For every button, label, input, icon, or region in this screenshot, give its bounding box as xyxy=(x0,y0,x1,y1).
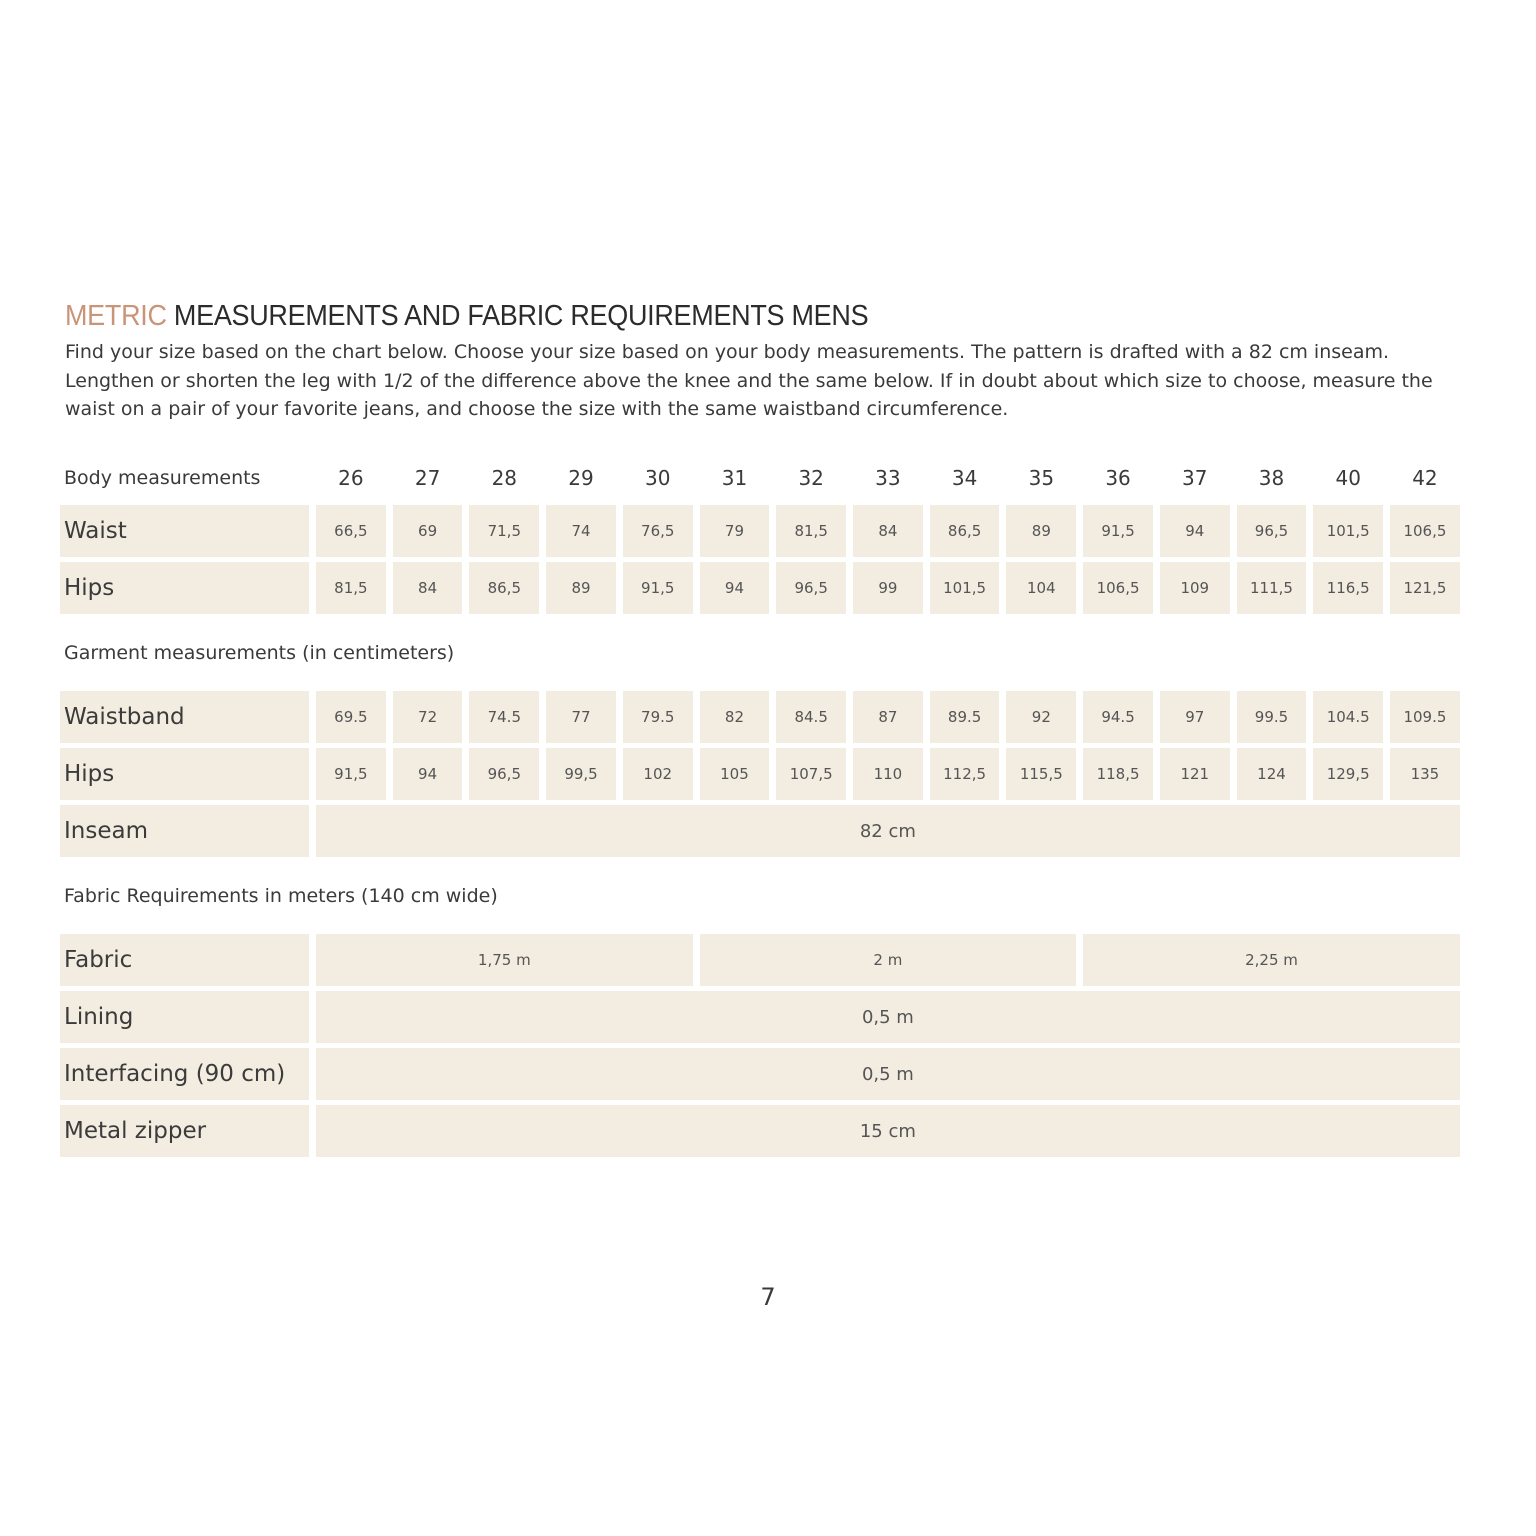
hips-cell: 109 xyxy=(1160,562,1230,614)
hips-cell: 106,5 xyxy=(1083,562,1153,614)
hips-cell: 116,5 xyxy=(1313,562,1383,614)
waistband-cell: 82 xyxy=(700,691,770,743)
waistband-cell: 99.5 xyxy=(1237,691,1307,743)
size-header: 37 xyxy=(1182,465,1208,490)
hips-cell: 104 xyxy=(1006,562,1076,614)
waist-cell: 91,5 xyxy=(1083,505,1153,557)
hips-cell: 86,5 xyxy=(469,562,539,614)
hips-cell: 99 xyxy=(853,562,923,614)
hips-cell: 89 xyxy=(546,562,616,614)
waistband-cell: 77 xyxy=(546,691,616,743)
page-number: 7 xyxy=(760,1283,776,1311)
hips-cell: 121,5 xyxy=(1390,562,1460,614)
waistband-cell: 87 xyxy=(853,691,923,743)
garment-hips-cell: 110 xyxy=(853,748,923,800)
lining-label: Lining xyxy=(60,991,309,1043)
zipper-label: Metal zipper xyxy=(60,1105,309,1157)
size-header: 28 xyxy=(491,465,518,490)
garment-hips-cell: 124 xyxy=(1237,748,1307,800)
size-header: 35 xyxy=(1028,465,1055,490)
size-chart-table xyxy=(60,455,1460,1157)
waistband-cell: 104.5 xyxy=(1313,691,1383,743)
title-accent: METRIC xyxy=(65,300,167,332)
waist-cell: 79 xyxy=(700,505,770,557)
waistband-label: Waistband xyxy=(60,691,309,743)
hips-cell: 84 xyxy=(393,562,463,614)
waistband-cell: 84.5 xyxy=(776,691,846,743)
fabric-value-medium: 2 m xyxy=(700,934,1077,986)
waist-cell: 66,5 xyxy=(316,505,386,557)
waistband-cell: 89.5 xyxy=(930,691,1000,743)
fabric-value-small: 1,75 m xyxy=(316,934,693,986)
fabric-section-label: Fabric Requirements in meters (140 cm wide) xyxy=(64,884,498,907)
garment-hips-cell: 99,5 xyxy=(546,748,616,800)
waistband-cell: 97 xyxy=(1160,691,1230,743)
waistband-cell: 92 xyxy=(1006,691,1076,743)
interfacing-label: Interfacing (90 cm) xyxy=(60,1048,309,1100)
size-header: 38 xyxy=(1258,465,1285,490)
zipper-value: 15 cm xyxy=(316,1105,1460,1157)
size-header: 29 xyxy=(568,465,594,490)
waist-cell: 96,5 xyxy=(1237,505,1307,557)
size-header: 42 xyxy=(1412,465,1438,490)
garment-hips-cell: 91,5 xyxy=(316,748,386,800)
waist-cell: 84 xyxy=(853,505,923,557)
garment-hips-cell: 115,5 xyxy=(1006,748,1076,800)
body-measurements-header: Body measurements xyxy=(64,466,261,489)
waist-label: Waist xyxy=(60,505,309,557)
garment-hips-cell: 135 xyxy=(1390,748,1460,800)
waist-cell: 71,5 xyxy=(469,505,539,557)
garment-hips-cell: 94 xyxy=(393,748,463,800)
size-header: 40 xyxy=(1335,465,1361,490)
title-rest: MEASUREMENTS AND FABRIC REQUIREMENTS MENS xyxy=(166,300,869,332)
size-header: 30 xyxy=(645,465,671,490)
inseam-label: Inseam xyxy=(60,805,309,857)
inseam-value: 82 cm xyxy=(316,805,1460,857)
hips-label: Hips xyxy=(60,562,309,614)
waistband-cell: 72 xyxy=(393,691,463,743)
waist-cell: 94 xyxy=(1160,505,1230,557)
hips-cell: 91,5 xyxy=(623,562,693,614)
size-header: 34 xyxy=(951,465,978,490)
waist-cell: 86,5 xyxy=(930,505,1000,557)
waist-cell: 81,5 xyxy=(776,505,846,557)
waistband-cell: 94.5 xyxy=(1083,691,1153,743)
waistband-cell: 79.5 xyxy=(623,691,693,743)
lining-value: 0,5 m xyxy=(316,991,1460,1043)
waist-cell: 106,5 xyxy=(1390,505,1460,557)
garment-hips-cell: 105 xyxy=(700,748,770,800)
waist-cell: 101,5 xyxy=(1313,505,1383,557)
garment-hips-cell: 96,5 xyxy=(469,748,539,800)
size-header: 36 xyxy=(1105,465,1131,490)
garment-hips-cell: 102 xyxy=(623,748,693,800)
garment-section-label: Garment measurements (in centimeters) xyxy=(64,641,455,664)
size-header: 31 xyxy=(721,465,748,490)
hips-cell: 81,5 xyxy=(316,562,386,614)
hips-cell: 94 xyxy=(700,562,770,614)
waist-cell: 69 xyxy=(393,505,463,557)
size-header: 27 xyxy=(414,465,441,490)
waistband-cell: 74.5 xyxy=(469,691,539,743)
waist-cell: 76,5 xyxy=(623,505,693,557)
waist-cell: 89 xyxy=(1006,505,1076,557)
fabric-value-large: 2,25 m xyxy=(1083,934,1460,986)
hips-cell: 101,5 xyxy=(930,562,1000,614)
hips-cell: 96,5 xyxy=(776,562,846,614)
intro-paragraph: Find your size based on the chart below. Choose your size based on your body measurements. The pattern is drafted with a 82 cm inseam. Lengthen or shorten the leg with 1/2 of the difference above the knee and the same below. If in doubt about which size to choose, measure the waist on a pair of your favorite jeans, and choose the size with the same waistband circumference. xyxy=(65,341,1433,420)
garment-hips-cell: 129,5 xyxy=(1313,748,1383,800)
garment-hips-label: Hips xyxy=(60,748,309,800)
waistband-cell: 69.5 xyxy=(316,691,386,743)
hips-cell: 111,5 xyxy=(1237,562,1307,614)
page-title xyxy=(65,300,868,333)
size-header: 32 xyxy=(798,465,824,490)
garment-hips-cell: 112,5 xyxy=(930,748,1000,800)
garment-hips-cell: 107,5 xyxy=(776,748,846,800)
garment-hips-cell: 118,5 xyxy=(1083,748,1153,800)
waistband-cell: 109.5 xyxy=(1390,691,1460,743)
size-header: 33 xyxy=(875,465,901,490)
size-header: 26 xyxy=(338,465,364,490)
interfacing-value: 0,5 m xyxy=(316,1048,1460,1100)
garment-hips-cell: 121 xyxy=(1160,748,1230,800)
fabric-label: Fabric xyxy=(60,934,309,986)
waist-cell: 74 xyxy=(546,505,616,557)
